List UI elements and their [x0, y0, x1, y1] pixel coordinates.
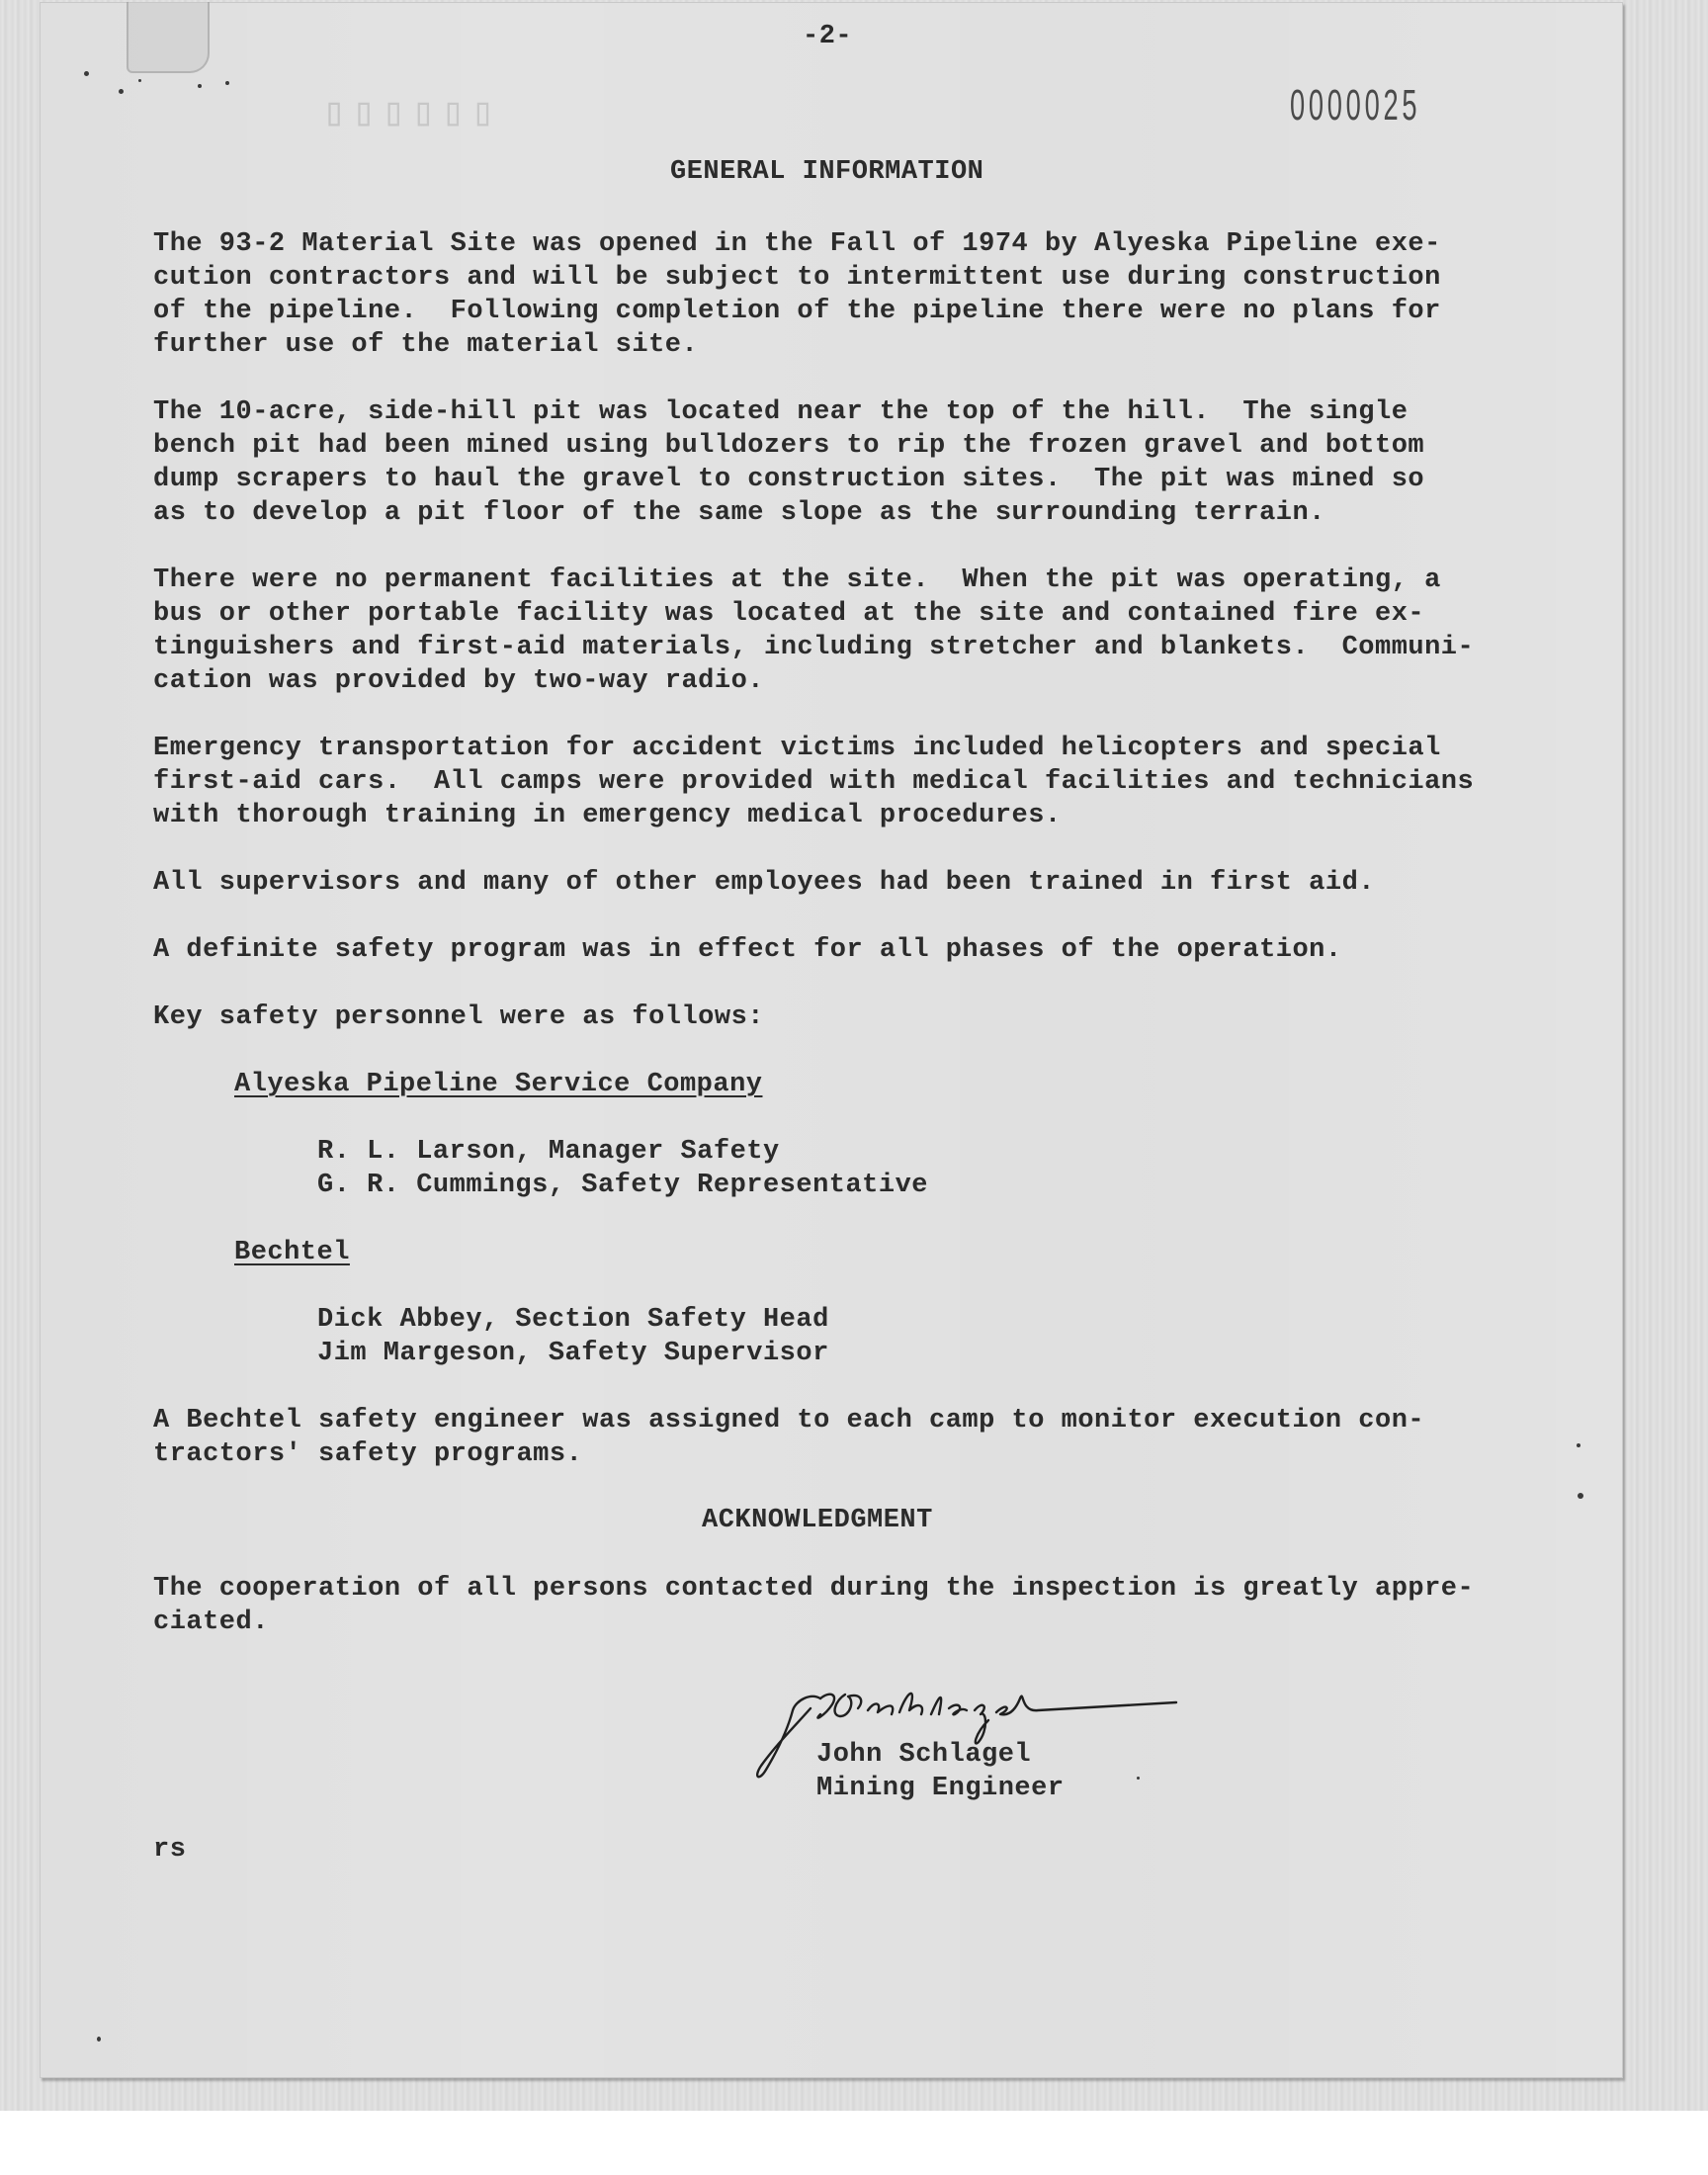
speck	[1578, 1493, 1583, 1499]
text-line: further use of the material site.	[153, 330, 699, 360]
signer-title: Mining Engineer	[816, 1774, 1065, 1803]
speck	[1577, 1443, 1580, 1447]
paragraph-safety-program: A definite safety program was in effect for all phases of the operation.	[153, 935, 1342, 965]
personnel-entry: Dick Abbey, Section Safety Head	[317, 1305, 829, 1335]
acknowledgment-title: ACKNOWLEDGMENT	[702, 1506, 933, 1535]
text-line: cution contractors and will be subject to intermittent use during construction	[153, 263, 1441, 293]
text-line: with thorough training in emergency medical procedures.	[153, 801, 1062, 830]
text-line: Emergency transportation for accident victims included helicopters and special	[153, 734, 1441, 763]
personnel-entry: Jim Margeson, Safety Supervisor	[317, 1339, 829, 1368]
speck	[225, 81, 229, 85]
speck	[138, 79, 141, 82]
text-line: The cooperation of all persons contacted during the inspection is greatly appre-	[153, 1574, 1475, 1604]
paragraph-key-personnel-intro: Key safety personnel were as follows:	[153, 1002, 764, 1032]
bleed-through-number: ▯▯▯▯▯▯	[316, 93, 495, 137]
text-line: ciated.	[153, 1608, 269, 1637]
text-line: There were no permanent facilities at the site. When the pit was operating, a	[153, 566, 1441, 595]
speck	[198, 84, 202, 88]
text-line: first-aid cars. All camps were provided with medical facilities and technicians	[153, 767, 1475, 797]
text-line: of the pipeline. Following completion of the pipeline there were no plans for	[153, 297, 1441, 326]
text-line: as to develop a pit floor of the same slope as the surrounding terrain.	[153, 498, 1325, 528]
speck	[84, 71, 89, 76]
organization-heading: Bechtel	[234, 1238, 350, 1267]
page-number: -2-	[803, 22, 853, 51]
organization-heading: Alyeska Pipeline Service Company	[234, 1070, 763, 1099]
section-title: GENERAL INFORMATION	[670, 157, 984, 187]
text-line: The 10-acre, side-hill pit was located near the top of the hill. The single	[153, 397, 1409, 427]
text-line: The 93-2 Material Site was opened in the Fall of 1974 by Alyeska Pipeline exe-	[153, 229, 1441, 259]
text-line: tractors' safety programs.	[153, 1439, 583, 1469]
personnel-entry: R. L. Larson, Manager Safety	[317, 1137, 780, 1167]
text-line: cation was provided by two-way radio.	[153, 666, 764, 696]
typist-initials: rs	[153, 1835, 187, 1865]
document-stamp-number: 0000025	[1290, 81, 1421, 130]
text-line: bench pit had been mined using bulldozers to rip the frozen gravel and bottom	[153, 431, 1425, 461]
speck	[119, 89, 124, 94]
text-line: dump scrapers to haul the gravel to construction sites. The pit was mined so	[153, 465, 1425, 494]
paper-stain	[127, 2, 210, 73]
personnel-entry: G. R. Cummings, Safety Representative	[317, 1171, 928, 1200]
paragraph-first-aid-training: All supervisors and many of other employees had been trained in first aid.	[153, 868, 1375, 898]
text-line: A Bechtel safety engineer was assigned to each camp to monitor execution con-	[153, 1406, 1425, 1436]
text-line: tinguishers and first-aid materials, including stretcher and blankets. Communi-	[153, 633, 1475, 662]
text-line: bus or other portable facility was located at the site and contained fire ex-	[153, 599, 1425, 629]
speck	[97, 2037, 101, 2042]
signer-name: John Schlagel	[816, 1740, 1032, 1770]
